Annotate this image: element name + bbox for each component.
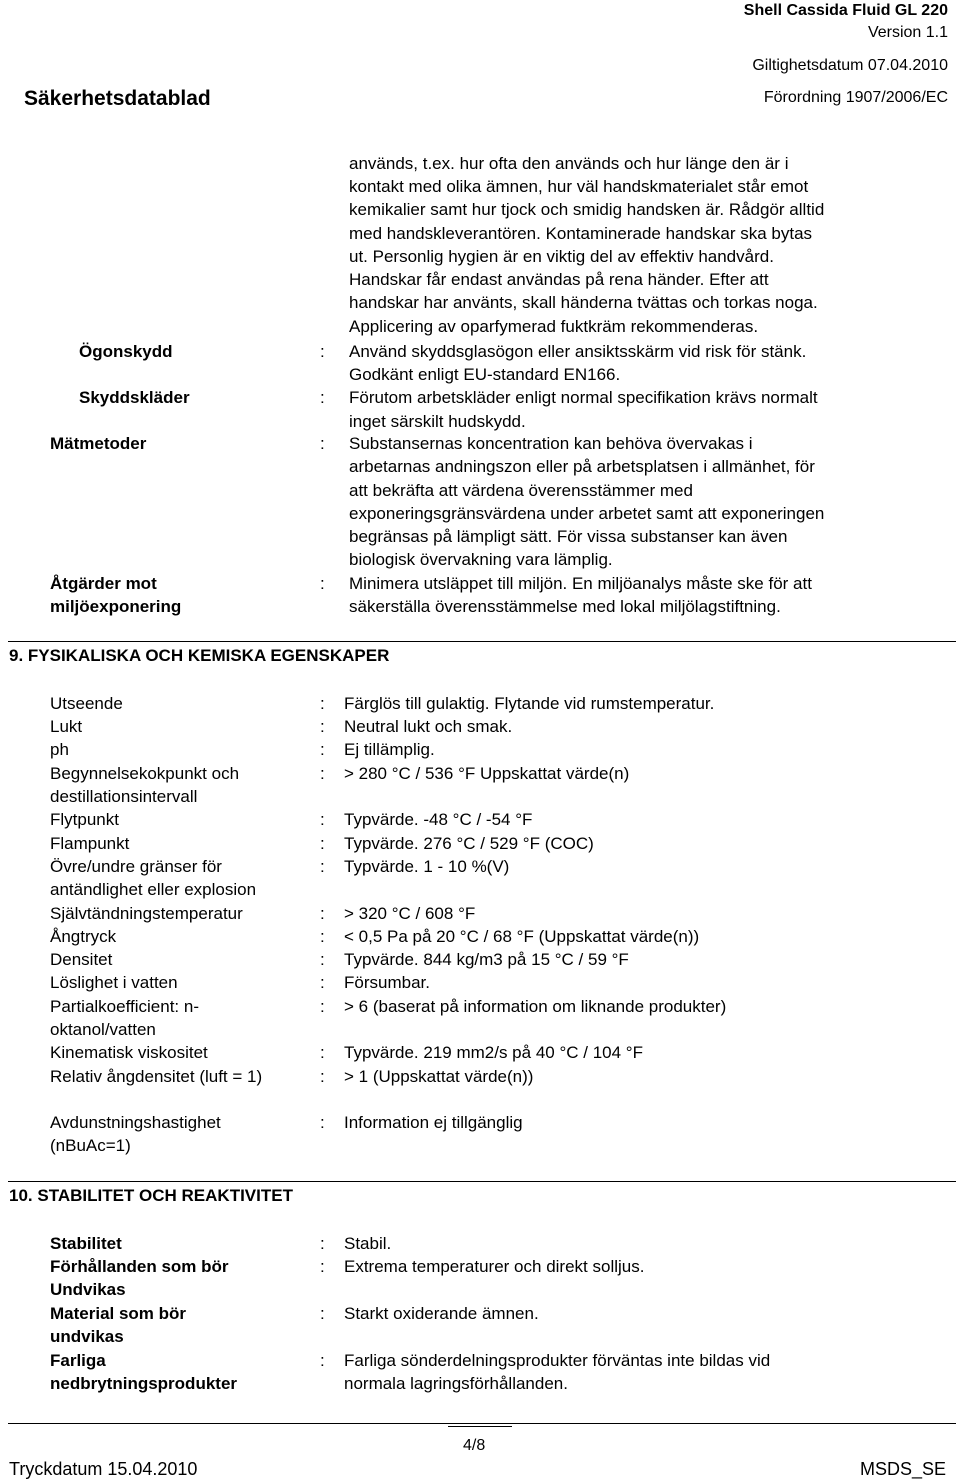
environmental-exposure-label: miljöexponering <box>50 597 182 616</box>
separator-colon: : <box>320 1234 325 1253</box>
validity-date: Giltighetsdatum 07.04.2010 <box>752 57 948 74</box>
gloves-line: kemikalier samt hur tjock och smidig handsken är. Rådgör alltid <box>349 200 825 219</box>
separator-colon: : <box>320 1043 325 1062</box>
stability-label: Stabilitet <box>50 1234 122 1253</box>
property-label: Självtändningstemperatur <box>50 904 243 923</box>
property-label: Kinematisk viskositet <box>50 1043 208 1062</box>
separator-colon: : <box>320 810 325 829</box>
stability-label: Material som bör undvikas <box>50 1304 187 1347</box>
regulation-label: Förordning 1907/2006/EC <box>763 89 948 106</box>
measurement-methods-value: arbetarnas andningszon eller på arbetsplatsen i allmänhet, för <box>349 457 815 476</box>
property-label: Begynnelsekokpunkt och destillationsintervall <box>50 764 240 807</box>
gloves-line: Applicering av oparfymerad fuktkräm rekommenderas. <box>349 317 759 336</box>
separator-colon: : <box>320 973 325 992</box>
property-label: Densitet <box>50 950 113 969</box>
property-value: > 6 (baserat på information om liknande produkter) <box>344 997 727 1016</box>
property-value: > 320 °C / 608 °F <box>344 904 476 923</box>
gloves-line: handskar har använts, skall händerna tvättas och torkas noga. <box>349 293 818 312</box>
separator-colon: : <box>320 834 325 853</box>
eye-protection-value: Använd skyddsglasögon eller ansiktsskärm vid risk för stänk. <box>349 342 807 361</box>
eye-protection-label: Ögonskydd <box>79 342 173 361</box>
stability-label: Farliga nedbrytningsprodukter <box>50 1351 238 1394</box>
gloves-line: kontakt med olika ämnen, hur väl handskmaterialet står emot <box>349 177 809 196</box>
separator-colon: : <box>320 694 325 713</box>
stability-value: Farliga sönderdelningsprodukter förväntas inte bildas vid <box>344 1351 771 1370</box>
measurement-methods-value: begränsas på lämpligt sätt. För vissa substanser kan även <box>349 527 788 546</box>
separator-colon: : <box>320 997 325 1016</box>
separator-colon: : <box>320 1351 325 1370</box>
protective-clothing-value: Förutom arbetskläder enligt normal specifikation krävs normalt <box>349 388 818 407</box>
property-value: Typvärde. 219 mm2/s på 40 °C / 104 °F <box>344 1043 643 1062</box>
separator-colon: : <box>320 388 325 407</box>
property-label: Partialkoefficient: n-oktanol/vatten <box>50 997 199 1040</box>
property-label: Utseende <box>50 694 123 713</box>
property-label: Ångtryck <box>50 927 117 946</box>
doc-type-title: Säkerhetsdatablad <box>24 87 211 110</box>
section-divider <box>8 1181 956 1182</box>
measurement-methods-value: att bekräfta att värdena överensstämmer med <box>349 481 693 500</box>
gloves-line: ut. Personlig hygien är en viktig del av effektiv handvård. <box>349 247 774 266</box>
environmental-exposure-value: säkerställa överensstämmelse med lokal miljölagstiftning. <box>349 597 781 616</box>
gloves-line: med handskleverantören. Kontaminerade handskar ska bytas <box>349 224 813 243</box>
property-label: Löslighet i vatten <box>50 973 178 992</box>
measurement-methods-value: Substansernas koncentration kan behöva övervakas i <box>349 434 753 453</box>
product-name: Shell Cassida Fluid GL 220 <box>743 2 948 19</box>
property-value: > 1 (Uppskattat värde(n)) <box>344 1067 534 1086</box>
protective-clothing-label: Skyddskläder <box>79 388 190 407</box>
separator-colon: : <box>320 434 325 453</box>
property-value: Färglös till gulaktig. Flytande vid rumstemperatur. <box>344 694 715 713</box>
property-value: Typvärde. 1 - 10 %(V) <box>344 857 510 876</box>
stability-value: Stabil. <box>344 1234 392 1253</box>
property-value: Information ej tillgänglig <box>344 1113 523 1132</box>
property-value: Typvärde. -48 °C / -54 °F <box>344 810 533 829</box>
property-label: Avdunstningshastighet (nBuAc=1) <box>50 1113 221 1156</box>
page-number: 4/8 <box>463 1437 486 1454</box>
separator-colon: : <box>320 857 325 876</box>
page-number-rule <box>448 1426 512 1427</box>
protective-clothing-value: inget särskilt hudskydd. <box>349 412 526 431</box>
stability-label: Förhållanden som bör Undvikas <box>50 1257 229 1300</box>
property-value: Ej tillämplig. <box>344 740 435 759</box>
gloves-line: Handskar får endast användas på rena händer. Efter att <box>349 270 769 289</box>
separator-colon: : <box>320 764 325 783</box>
separator-colon: : <box>320 1067 325 1086</box>
document-code: MSDS_SE <box>859 1459 946 1479</box>
property-value: Typvärde. 844 kg/m3 på 15 °C / 59 °F <box>344 950 629 969</box>
stability-value: Extrema temperaturer och direkt solljus. <box>344 1257 645 1276</box>
property-value: Försumbar. <box>344 973 430 992</box>
property-value: < 0,5 Pa på 20 °C / 68 °F (Uppskattat värde(n)) <box>344 927 700 946</box>
measurement-methods-value: biologisk övervakning vara lämplig. <box>349 550 613 569</box>
property-label: Relativ ångdensitet (luft = 1) <box>50 1067 263 1086</box>
section-10-title: 10. STABILITET OCH REAKTIVITET <box>9 1186 293 1205</box>
property-label: ph <box>50 740 69 759</box>
section-9-title: 9. FYSIKALISKA OCH KEMISKA EGENSKAPER <box>9 646 390 665</box>
separator-colon: : <box>320 1113 325 1132</box>
separator-colon: : <box>320 717 325 736</box>
section-divider <box>8 641 956 642</box>
environmental-exposure-label: Åtgärder mot <box>50 574 157 593</box>
separator-colon: : <box>320 927 325 946</box>
stability-value: normala lagringsförhållanden. <box>344 1374 568 1393</box>
footer-divider <box>8 1423 956 1424</box>
separator-colon: : <box>320 1257 325 1276</box>
property-label: Flytpunkt <box>50 810 119 829</box>
property-value: > 280 °C / 536 °F Uppskattat värde(n) <box>344 764 630 783</box>
environmental-exposure-value: Minimera utsläppet till miljön. En miljöanalys måste ske för att <box>349 574 812 593</box>
property-label: Lukt <box>50 717 83 736</box>
print-date: Tryckdatum 15.04.2010 <box>9 1459 198 1479</box>
separator-colon: : <box>320 342 325 361</box>
stability-value: Starkt oxiderande ämnen. <box>344 1304 539 1323</box>
property-label: Flampunkt <box>50 834 130 853</box>
separator-colon: : <box>320 574 325 593</box>
property-value: Typvärde. 276 °C / 529 °F (COC) <box>344 834 594 853</box>
gloves-line: används, t.ex. hur ofta den används och hur länge den är i <box>349 154 789 173</box>
version-label: Version 1.1 <box>867 24 948 41</box>
eye-protection-value: Godkänt enligt EU-standard EN166. <box>349 365 621 384</box>
measurement-methods-label: Mätmetoder <box>50 434 147 453</box>
separator-colon: : <box>320 904 325 923</box>
separator-colon: : <box>320 1304 325 1323</box>
property-label: Övre/undre gränser för antändlighet eller explosion <box>50 857 257 900</box>
measurement-methods-value: exponeringsgränsvärdena under arbetet samt att exponeringen <box>349 504 825 523</box>
separator-colon: : <box>320 740 325 759</box>
separator-colon: : <box>320 950 325 969</box>
property-value: Neutral lukt och smak. <box>344 717 513 736</box>
